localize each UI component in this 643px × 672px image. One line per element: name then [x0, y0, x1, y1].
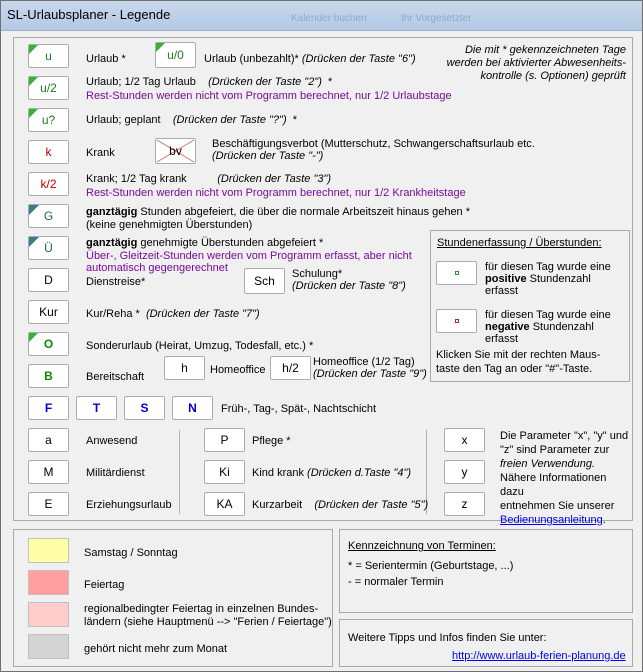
hint-text: (Drücken der Taste "2") — [208, 76, 322, 88]
divider — [179, 430, 180, 514]
click-hint — [436, 348, 600, 376]
star-mark: * — [328, 76, 333, 88]
param-line: Nähere Informationen dazu — [500, 472, 607, 498]
code-button-E[interactable] — [28, 492, 69, 516]
website-link[interactable]: http://www.urlaub-ferien-planung.de — [452, 650, 626, 662]
tips-group — [339, 619, 633, 667]
hint-text: (Drücken der Taste "7") — [145, 308, 260, 320]
label-bv: Beschäftigungsverbot (Mutterschutz, Schwangerschaftsurlaub etc. — [212, 138, 535, 150]
text-line: erfasst — [485, 333, 519, 345]
label-text: Urlaub; 1/2 Tag Urlaub — [86, 76, 196, 88]
note-u2: Rest-Stunden werden nicht vom Programm berechnet, nur 1/2 Urlaubstage — [86, 90, 452, 102]
negative-hours-text — [485, 309, 611, 345]
label-text: Krank; 1/2 Tag krank — [86, 173, 187, 185]
text-line: Klicken Sie mit der rechten Maus- — [436, 349, 601, 361]
header-note-line: werden bei aktivierter Abwesenheits- — [446, 57, 626, 69]
code-label: z — [461, 497, 468, 511]
label-regional-holiday-2: ländern (siehe Hauptmenü --> "Ferien / Feiertage") — [84, 616, 332, 628]
code-button-KA[interactable] — [204, 492, 245, 516]
window-title: SL-Urlaubsplaner - Legende — [7, 7, 171, 22]
code-button-u[interactable] — [28, 44, 69, 68]
code-label: k/2 — [40, 177, 57, 191]
code-label: O — [43, 337, 54, 351]
code-label: u/2 — [40, 81, 57, 95]
bold-text: positive — [485, 273, 527, 285]
text-line: erfasst — [485, 285, 519, 297]
code-button-u2[interactable] — [28, 76, 69, 100]
text-line: taste den Tag an oder "#"-Taste. — [436, 363, 593, 375]
code-label: h — [181, 361, 188, 375]
code-button-Ki[interactable] — [204, 460, 245, 484]
code-button-S[interactable] — [124, 396, 165, 420]
hint-text: (Drücken der Taste "?") — [172, 114, 287, 126]
flag-icon — [29, 333, 38, 342]
param-line: entnehmen Sie unserer — [500, 500, 615, 512]
label-UE — [86, 237, 323, 249]
color-legend-group — [13, 529, 333, 667]
code-button-y[interactable] — [444, 460, 485, 484]
code-button-a[interactable] — [28, 428, 69, 452]
code-button-M[interactable] — [28, 460, 69, 484]
text-line: Stundenzahl — [526, 273, 591, 285]
flag-icon — [29, 237, 39, 247]
manual-link[interactable]: Bedienungsanleitung — [500, 514, 603, 526]
flag-icon — [29, 205, 39, 215]
hint-text: (Drücken der Taste "5") — [314, 499, 429, 511]
param-description — [500, 429, 632, 527]
code-label: N — [188, 401, 197, 415]
positive-hours-button[interactable] — [436, 261, 477, 285]
bold-text: ganztägig — [86, 206, 138, 218]
legend-group — [13, 37, 633, 526]
label-weekend: Samstag / Sonntag — [84, 547, 178, 559]
code-button-T[interactable] — [76, 396, 117, 420]
negative-dot-icon — [455, 319, 459, 323]
code-button-Kur[interactable] — [28, 300, 69, 324]
positive-dot-icon — [455, 271, 459, 275]
code-label: Sch — [254, 274, 275, 288]
code-label: T — [92, 401, 101, 415]
code-button-G[interactable] — [28, 204, 69, 228]
code-button-k2[interactable] — [28, 172, 69, 196]
flag-icon — [29, 45, 38, 54]
code-button-u0[interactable] — [155, 42, 196, 68]
param-line: Die Parameter "x", "y" und — [500, 430, 629, 442]
code-button-z[interactable] — [444, 492, 485, 516]
code-button-B[interactable] — [28, 364, 69, 388]
bold-text: ganztägig — [86, 237, 138, 249]
label-text: Urlaub (unbezahlt)* — [204, 53, 299, 65]
terms-normal: - = normaler Termin — [348, 576, 444, 588]
label-k2 — [86, 173, 331, 185]
hint-text: (Drücken der Taste "6") — [301, 53, 416, 65]
negative-hours-button[interactable] — [436, 309, 477, 333]
code-label: u? — [41, 113, 56, 127]
star-mark: * — [292, 114, 298, 126]
code-button-Sch[interactable] — [244, 268, 285, 294]
hours-box — [430, 230, 630, 382]
background-ghost-text: Kalender buchen — [291, 13, 367, 24]
label-k: Krank — [86, 147, 115, 159]
code-label: B — [44, 369, 53, 383]
flag-icon — [29, 77, 38, 86]
code-button-P[interactable] — [204, 428, 245, 452]
code-label: E — [44, 497, 53, 511]
label-G — [86, 206, 470, 218]
code-label: Ü — [44, 241, 53, 255]
label-D: Dienstreise* — [86, 276, 146, 288]
bold-text: negative — [485, 321, 530, 333]
flag-icon — [156, 43, 165, 52]
code-button-D[interactable] — [28, 268, 69, 292]
code-label: KA — [216, 497, 233, 511]
note-k2: Rest-Stunden werden nicht vom Programm berechnet, nur 1/2 Krankheitstage — [86, 187, 466, 199]
label-P: Pflege * — [252, 435, 291, 447]
label-holiday: Feiertag — [84, 579, 125, 591]
background-ghost-text: Ihr Vorgesetzter — [401, 13, 472, 24]
code-label: h/2 — [282, 361, 299, 375]
code-label: a — [45, 433, 52, 447]
swatch-weekend — [28, 538, 69, 563]
text-line: für diesen Tag wurde eine — [485, 261, 611, 273]
positive-hours-text — [485, 261, 611, 297]
hours-box-title: Stundenerfassung / Überstunden: — [437, 237, 602, 249]
code-label: k — [45, 145, 52, 159]
label-u2 — [86, 76, 332, 88]
param-link-line — [500, 513, 632, 527]
code-label: G — [43, 209, 54, 223]
param-line: freien Verwendung. — [500, 458, 595, 470]
header-note-line: Die mit * gekennzeichneten Tage — [464, 44, 626, 56]
param-line: "z" sind Parameter zur — [500, 444, 610, 456]
code-button-k[interactable] — [28, 140, 69, 164]
label-text: Kind krank — [252, 467, 304, 479]
period: . — [602, 514, 606, 526]
label-text: Kurzarbeit — [252, 499, 303, 511]
label-shifts: Früh-, Tag-, Spät-, Nachtschicht — [221, 403, 377, 415]
text-line: für diesen Tag wurde eine — [485, 309, 611, 321]
label-h2: Homeoffice (1/2 Tag) — [313, 356, 415, 368]
label-u0 — [204, 53, 416, 65]
hint-h2: (Drücken der Taste "9") — [313, 368, 427, 380]
code-button-N[interactable] — [172, 396, 213, 420]
label-a: Anwesend — [86, 435, 138, 447]
swatch-other-month — [28, 634, 69, 659]
label-O: Sonderurlaub (Heirat, Umzug, Todesfall, etc.) * — [86, 340, 314, 352]
code-label: u/0 — [167, 48, 184, 62]
code-button-x[interactable] — [444, 428, 485, 452]
code-button-uq[interactable] — [28, 108, 69, 132]
label-uq — [86, 114, 297, 126]
label-u: Urlaub * — [86, 53, 126, 65]
code-label: P — [220, 433, 229, 447]
label-G-line2: (keine genehmigten Überstunden) — [86, 219, 253, 231]
tips-text: Weitere Tipps und Infos finden Sie unter: — [348, 632, 547, 644]
note-UE-2: automatisch gegengerechnet — [86, 262, 228, 274]
hint-text: (Drücken der Taste "3") — [217, 173, 332, 185]
label-E: Erziehungsurlaub — [86, 499, 172, 511]
code-button-O[interactable] — [28, 332, 69, 356]
label-Kur — [86, 308, 260, 320]
code-button-F[interactable] — [28, 396, 69, 420]
label-B: Bereitschaft — [86, 371, 145, 383]
hint-Sch: (Drücken der Taste "8") — [292, 280, 406, 292]
label-KA — [252, 499, 428, 511]
label-text: Kur/Reha * — [86, 308, 140, 320]
terms-title: Kennzeichnung von Terminen: — [348, 540, 496, 552]
swatch-regional-holiday — [28, 602, 69, 627]
text-line: Stundenzahl — [529, 321, 594, 333]
swatch-holiday — [28, 570, 69, 595]
code-label: u — [45, 49, 52, 63]
code-label: Kur — [39, 305, 58, 319]
hint-bv: (Drücken der Taste "-") — [212, 150, 324, 162]
header-note-line: kontrolle (s. Optionen) geprüft — [480, 70, 626, 82]
code-label: x — [461, 433, 468, 447]
label-text: Stunden abgefeiert, die über die normale Arbeitszeit hinaus gehen * — [137, 206, 471, 218]
code-label: y — [461, 465, 468, 479]
header-note — [447, 44, 626, 83]
code-label: S — [140, 401, 149, 415]
label-M: Militärdienst — [86, 467, 145, 479]
note-UE-1: Über-, Gleitzeit-Stunden werden vom Programm erfasst, aber nicht — [86, 250, 412, 262]
code-label: Ki — [219, 465, 230, 479]
label-Ki — [252, 467, 411, 479]
title-bar[interactable] — [1, 1, 642, 31]
code-label: D — [44, 273, 53, 287]
label-text: genehmigte Überstunden abgefeiert * — [137, 237, 324, 249]
hint-text: (Drücken d.Taste "4") — [307, 467, 412, 479]
code-label: bv — [169, 144, 182, 158]
code-button-bv[interactable] — [155, 138, 196, 164]
code-button-UE[interactable] — [28, 236, 69, 260]
label-h: Homeoffice — [210, 364, 266, 376]
terms-serial: * = Serientermin (Geburtstage, ...) — [348, 560, 514, 572]
label-regional-holiday: regionalbedingter Feiertag in einzelnen Bundes- — [84, 603, 319, 615]
code-button-h2[interactable] — [270, 356, 311, 380]
label-other-month: gehört nicht mehr zum Monat — [84, 643, 228, 655]
label-text: Urlaub; geplant — [86, 114, 161, 126]
code-button-h[interactable] — [164, 356, 205, 380]
terms-group — [339, 529, 633, 613]
code-label: M — [43, 465, 54, 479]
label-Sch: Schulung* — [292, 268, 343, 280]
code-label: F — [44, 401, 53, 415]
flag-outline-icon — [29, 109, 38, 118]
